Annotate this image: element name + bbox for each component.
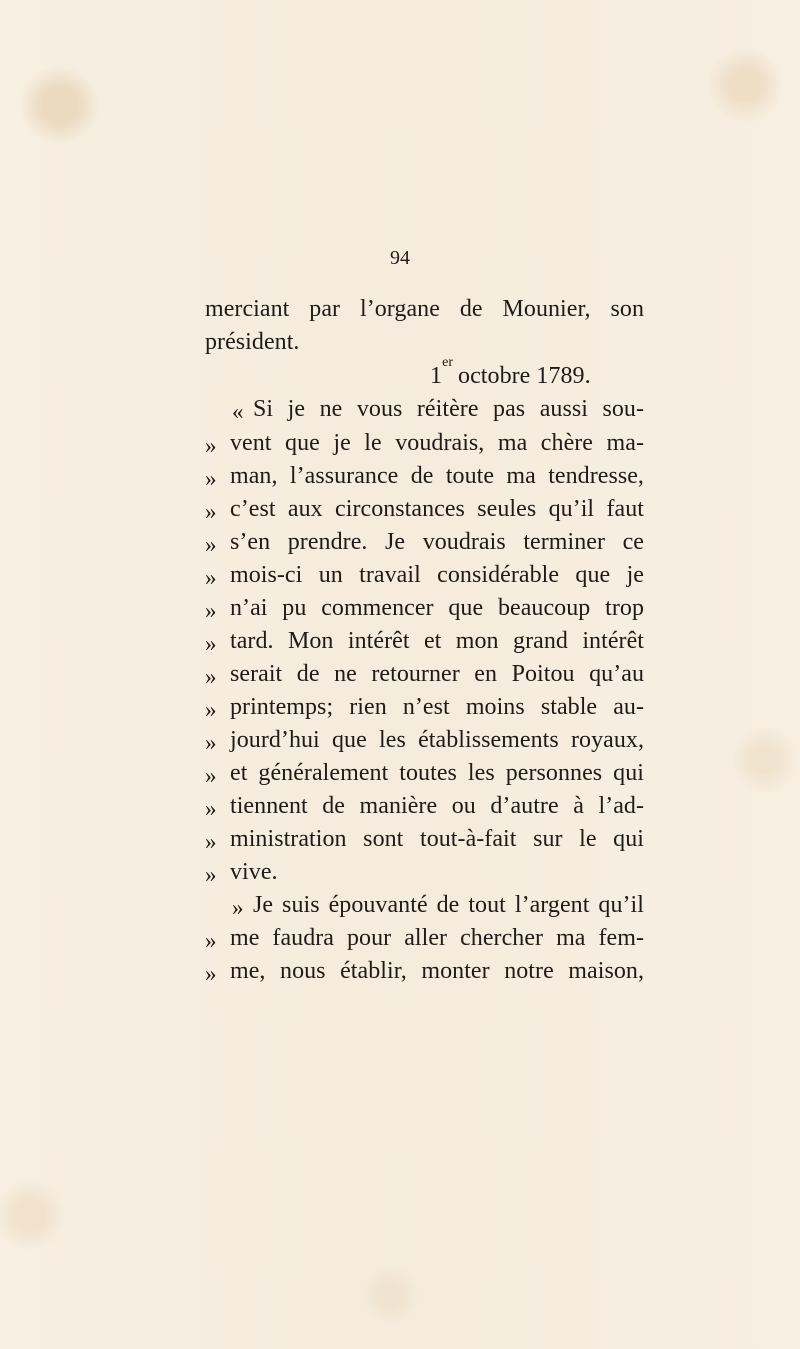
date-text: octobre 1789. xyxy=(458,363,591,389)
text-line-20: me, nous établir, monter notre maison, xyxy=(230,958,644,984)
continued-quote-mark: » xyxy=(205,598,217,623)
continued-quote-mark: » xyxy=(205,433,217,458)
text-line-3: Si je ne vous réitère pas aussi sou- xyxy=(253,396,644,422)
text-line-16: ministration sont tout-à-fait sur le qui xyxy=(230,826,644,852)
opening-quote-mark: « xyxy=(232,399,244,424)
continued-quote-mark: » xyxy=(205,961,217,986)
text-line-12: printemps; rien n’est moins stable au- xyxy=(230,694,644,720)
text-line-19: me faudra pour aller chercher ma fem- xyxy=(230,925,644,951)
continued-quote-mark: » xyxy=(205,664,217,689)
text-line-1: merciant par l’organe de Mounier, son xyxy=(205,296,644,322)
text-line-9: n’ai pu commencer que beaucoup trop xyxy=(230,595,644,621)
text-line-5: man, l’assurance de toute ma tendresse, xyxy=(230,463,644,489)
continued-quote-mark: » xyxy=(205,697,217,722)
text-line-11: serait de ne retourner en Poitou qu’au xyxy=(230,661,644,687)
date-line xyxy=(430,355,591,389)
continued-quote-mark: » xyxy=(205,862,217,887)
continued-quote-mark: » xyxy=(205,763,217,788)
text-line-17: vive. xyxy=(230,859,278,885)
text-line-14: et généralement toutes les personnes qui xyxy=(230,760,644,786)
date-day: 1 xyxy=(430,363,443,389)
continued-quote-mark: » xyxy=(232,895,244,920)
text-line-7: s’en prendre. Je voudrais terminer ce xyxy=(230,529,644,555)
date-superscript: er xyxy=(442,355,454,370)
page-number: 94 xyxy=(390,247,410,269)
text-line-8: mois-ci un travail considérable que je xyxy=(230,562,644,588)
text-line-15: tiennent de manière ou d’autre à l’ad- xyxy=(230,793,644,819)
text-line-10: tard. Mon intérêt et mon grand intérêt xyxy=(230,628,644,654)
continued-quote-mark: » xyxy=(205,565,217,590)
text-line-4: vent que je le voudrais, ma chère ma- xyxy=(230,430,644,456)
continued-quote-mark: » xyxy=(205,928,217,953)
continued-quote-mark: » xyxy=(205,466,217,491)
text-line-13: jourd’hui que les établissements royaux, xyxy=(230,727,644,753)
continued-quote-mark: » xyxy=(205,829,217,854)
continued-quote-mark: » xyxy=(205,631,217,656)
text-line-18: Je suis épouvanté de tout l’argent qu’il xyxy=(253,892,644,918)
continued-quote-mark: » xyxy=(205,730,217,755)
continued-quote-mark: » xyxy=(205,796,217,821)
text-line-6: c’est aux circonstances seules qu’il faut xyxy=(230,496,644,522)
continued-quote-mark: » xyxy=(205,499,217,524)
continued-quote-mark: » xyxy=(205,532,217,557)
text-line-2: président. xyxy=(205,329,300,355)
